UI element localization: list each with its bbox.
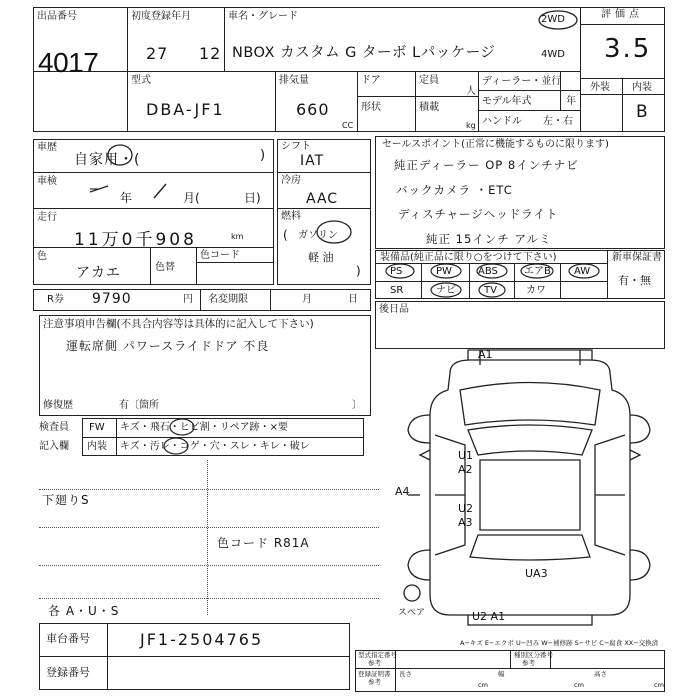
notes-box — [39, 315, 371, 416]
transfer-month: 月 — [302, 294, 312, 305]
drive-4wd: 4WD — [541, 49, 565, 60]
drive-2wd: 2WD — [541, 14, 565, 25]
equip-abs: ABS — [478, 266, 498, 277]
first-reg-label: 初度登録年月 — [131, 11, 191, 22]
warranty-label: 新車保証書 — [612, 252, 662, 263]
chassis-value: JF1-2504765 — [140, 630, 264, 649]
remark-each: 各 A・U・S — [48, 604, 120, 618]
mileage-label: 走行 — [37, 212, 57, 223]
inspection-strike-icon — [88, 182, 188, 205]
transfer-day: 日 — [348, 294, 358, 305]
width-label: 幅 — [498, 670, 505, 678]
equip-ps: PS — [390, 266, 403, 277]
lot-label: 出品番号 — [37, 11, 77, 22]
class-sub: 参考 — [522, 659, 535, 667]
diagram-label-ua3: UA3 — [525, 567, 548, 580]
diagram-label-a4: A4 — [395, 485, 410, 498]
inspection-month: 月( — [183, 191, 200, 205]
r-label: R券 — [47, 294, 64, 305]
warranty-value: 有・無 — [618, 274, 651, 287]
fuel-open: ( — [283, 228, 288, 242]
ext-label: 外装 — [590, 82, 610, 93]
notes-title: 注意事項申告欄(不具合内容等は具体的に記入して下さい) — [43, 318, 314, 330]
dealer-label: ディーラー・並行 — [482, 76, 562, 87]
class-label: 種別区分番号 — [514, 651, 553, 659]
model-label: 型式 — [131, 75, 151, 86]
shift-label: シフト — [281, 141, 311, 152]
remark-color-code: 色コード R81A — [217, 536, 310, 550]
disp-label: 排気量 — [279, 75, 309, 86]
inspector-circles-icon — [160, 418, 220, 456]
drive-2wd-circle-icon — [537, 9, 579, 31]
color-change-label: 色替 — [155, 262, 175, 273]
model-value: DBA-JF1 — [146, 100, 225, 119]
sales-line-4: 純正 15インチ アルミ — [426, 232, 552, 246]
diagram-label-u2a1: U2 A1 — [472, 610, 506, 623]
spec-sub: 参考 — [368, 659, 381, 667]
diagram-label-u2: U2 — [458, 502, 474, 515]
r-value: 9790 — [92, 291, 132, 307]
color-label: 色 — [37, 251, 47, 262]
mileage-unit: km — [231, 232, 244, 241]
history-label: 車歴 — [37, 142, 57, 153]
later-label: 後日品 — [379, 304, 409, 315]
eval-label: 評価点 — [601, 9, 643, 20]
diagram-legend: A−キズ E−エクボ U−凹み W−補修跡 S−サビ C−腐食 XX−交換済 — [460, 639, 659, 647]
repair-value: 有〔箇所 — [119, 400, 159, 411]
equip-sr: SR — [390, 285, 404, 296]
disp-unit: CC — [342, 121, 354, 130]
mileage-value: 11万0千908 — [74, 230, 197, 250]
repair-label: 修復歴 — [43, 400, 73, 411]
history-box — [33, 139, 274, 285]
fuel-value: ガソリン — [298, 230, 338, 241]
int-value: B — [636, 102, 649, 122]
equipment-circles-icon — [380, 262, 606, 300]
eval-value: 3.5 — [604, 34, 652, 64]
equip-navi: ナビ — [436, 285, 456, 296]
equip-aw: AW — [574, 266, 591, 277]
width-unit: cm — [574, 681, 584, 689]
sales-line-2: バックカメラ ・ETC — [396, 183, 513, 197]
diagram-label-a2: A2 — [458, 463, 473, 476]
fw-items: キズ・飛石・ヒビ割・リペア跡・×要 — [120, 422, 288, 433]
int-inspect-label: 内装 — [87, 441, 107, 452]
equip-leather: カワ — [526, 285, 546, 296]
first-reg-year: 27 — [146, 44, 169, 63]
spare-label: スペア — [398, 608, 426, 618]
year-unit: 年 — [566, 96, 576, 107]
reg-cert-label: 登録証明書 — [358, 670, 391, 678]
diagram-label-a3: A3 — [458, 516, 473, 529]
handle-label: ハンドル — [482, 116, 522, 127]
shape-label: 形状 — [361, 102, 381, 113]
height-label: 高さ — [594, 670, 607, 678]
reg-label: 登録番号 — [46, 666, 90, 679]
notes-text: 運転席側 パワースライドドア 不良 — [66, 339, 270, 353]
sales-title: セールスポイント(正常に機能するものに限ります) — [382, 139, 609, 150]
disp-value: 660 — [296, 100, 330, 119]
spec-label: 型式指定番号 — [358, 651, 397, 659]
model-year-label: モデル年式 — [482, 96, 532, 107]
diagram-label-u1: U1 — [458, 449, 474, 462]
handle-value: 左・右 — [543, 116, 573, 127]
inspection-scribble: ‾ — [90, 186, 99, 204]
equip-tv: TV — [484, 285, 497, 296]
name-label: 車名・グレード — [228, 11, 298, 22]
remark-underbody: 下廻りS — [42, 493, 90, 507]
capacity-label: 定員 — [419, 75, 439, 86]
inspection-label: 車検 — [37, 176, 57, 187]
length-label: 長さ — [399, 670, 412, 678]
transfer-label: 名変期限 — [208, 294, 248, 305]
load-label: 積載 — [419, 102, 439, 113]
name-value: NBOX カスタム G ターボ Lパッケージ — [232, 45, 496, 61]
color-value: アカエ — [76, 265, 121, 281]
inspection-year: 年 — [120, 191, 133, 205]
chassis-label: 車台番号 — [46, 632, 90, 645]
equip-pw: PW — [436, 266, 452, 277]
lot-number: 4017 — [38, 47, 99, 78]
history-circle-icon — [106, 142, 134, 168]
fuel-label: 燃料 — [281, 211, 301, 222]
diagram-label-a1-top: A1 — [478, 348, 493, 361]
door-label: ドア — [361, 75, 381, 86]
inspector-label-1: 検査員 — [39, 422, 69, 433]
first-reg-month: 12 — [199, 44, 222, 63]
fuel-circle-icon — [314, 218, 354, 246]
car-diagram — [390, 345, 668, 630]
color-code-label: 色コード — [200, 250, 240, 261]
ac-value: AAC — [306, 191, 339, 207]
fuel-other: 軽 油 — [308, 251, 334, 264]
sales-line-3: ディスチャージヘッドライト — [398, 207, 559, 221]
int-items: キズ・汚レ・コゲ・穴・スレ・キレ・破レ — [120, 441, 310, 452]
reg-cert-sub: 参考 — [368, 678, 381, 686]
equipment-title: 装備品(純正品に限り○をつけて下さい) — [380, 252, 557, 263]
int-label: 内装 — [632, 82, 652, 93]
r-unit: 円 — [183, 294, 193, 305]
load-unit: kg — [466, 121, 476, 130]
repair-close: 〕 — [352, 400, 362, 411]
capacity-unit: 人 — [466, 86, 476, 97]
inspector-label-2: 記入欄 — [39, 441, 69, 452]
history-close: ) — [260, 148, 266, 163]
inspection-day: 日) — [244, 191, 261, 205]
equip-airbag: エアB — [524, 266, 551, 277]
fw-label: FW — [89, 422, 105, 433]
length-unit: cm — [478, 681, 488, 689]
height-unit: cm — [654, 681, 664, 689]
fuel-close: ) — [356, 264, 361, 278]
history-value: 自家用・( — [74, 152, 141, 168]
sales-line-1: 純正ディーラー OP 8インチナビ — [394, 158, 579, 172]
ac-label: 冷房 — [281, 175, 301, 186]
later-box — [375, 301, 665, 349]
recycle-box — [33, 289, 371, 311]
shift-value: IAT — [300, 153, 325, 169]
